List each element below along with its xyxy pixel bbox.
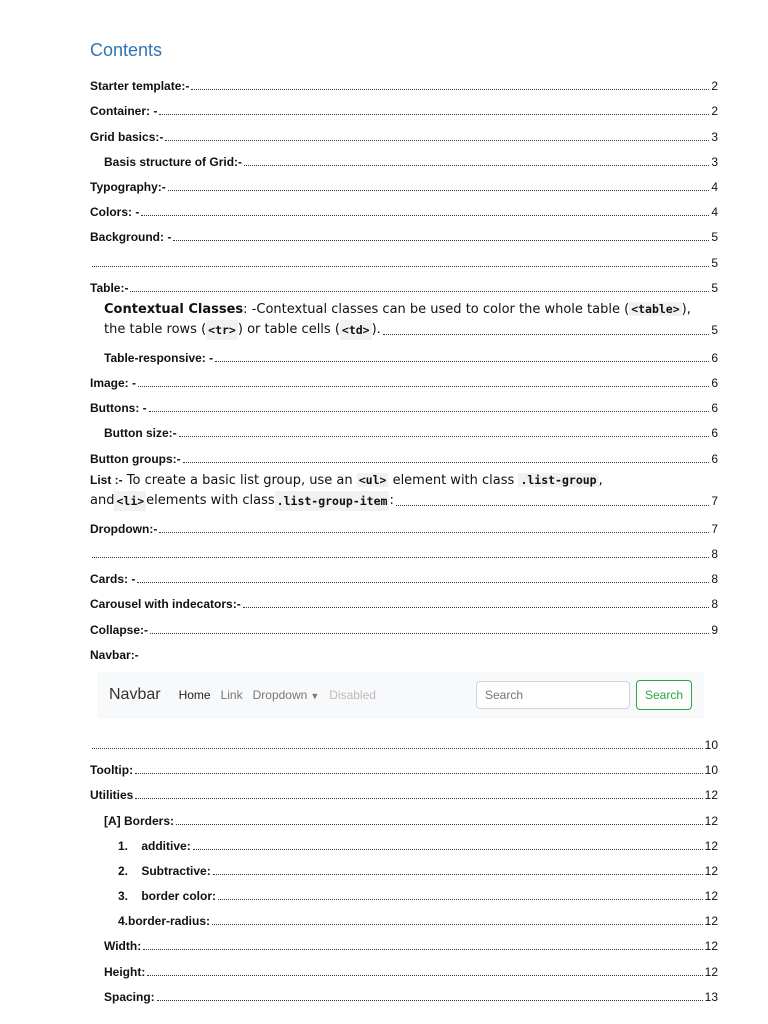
- leader-dots: [244, 164, 709, 166]
- leader-dots: [138, 385, 709, 387]
- page-number: 10: [704, 737, 718, 752]
- leader-dots: [165, 139, 709, 141]
- leader-dots: [218, 898, 703, 900]
- leader-dots: [157, 999, 703, 1001]
- page-number: 9: [711, 622, 718, 637]
- toc-entry[interactable]: [90, 727, 718, 752]
- toc-entry[interactable]: [90, 777, 718, 802]
- list-text-e: elements with class: [146, 492, 275, 508]
- page-number: 3: [711, 154, 718, 169]
- page-number: 12: [704, 889, 718, 904]
- page-number: 2: [711, 79, 718, 94]
- list-text-b: element with class: [388, 472, 519, 488]
- navbar-link-link[interactable]: Link: [220, 688, 243, 703]
- toc-entry[interactable]: [90, 169, 718, 194]
- navbar-heading: [90, 637, 718, 662]
- toc-entry-text: Tooltip:: [90, 763, 134, 778]
- code-td: <td>: [340, 320, 372, 340]
- toc-entry-text: 1. additive:: [118, 838, 191, 853]
- list-label: List :-: [90, 472, 123, 487]
- page-number: 12: [704, 863, 718, 878]
- leader-dots: [147, 974, 702, 976]
- toc-entry[interactable]: [90, 953, 718, 978]
- leader-dots: [92, 747, 703, 749]
- leader-dots: [191, 88, 709, 90]
- toc-entry[interactable]: [90, 144, 718, 169]
- page-number: 12: [704, 813, 718, 828]
- toc-entry[interactable]: [90, 586, 718, 611]
- page-number: 8: [711, 597, 718, 612]
- toc-entry[interactable]: [90, 903, 718, 928]
- toc-group-a: [90, 68, 718, 295]
- toc-entry[interactable]: [90, 828, 718, 853]
- toc-entry-text: Utilities: [90, 788, 134, 803]
- page-number: 13: [704, 989, 718, 1004]
- toc-entry-text: Basis structure of Grid:-: [104, 154, 243, 169]
- leader-dots: [176, 823, 703, 825]
- toc-entry[interactable]: [90, 440, 718, 465]
- toc-entry-text: Typography:-: [90, 179, 166, 194]
- page-number: 6: [711, 426, 718, 441]
- leader-dots: [135, 797, 702, 799]
- page-number: 6: [711, 376, 718, 391]
- navbar-heading-text: Navbar:-: [90, 647, 139, 662]
- page-number: 12: [704, 838, 718, 853]
- leader-dots: [212, 923, 703, 925]
- contextual-label: Contextual Classes: [104, 301, 244, 317]
- leader-dots: [383, 333, 709, 335]
- toc-entry[interactable]: [90, 511, 718, 536]
- list-text-a: To create a basic list group, use an: [122, 472, 357, 488]
- leader-dots: [143, 948, 702, 950]
- toc-group-c: [90, 511, 718, 637]
- page-number: 7: [711, 521, 718, 536]
- code-li: <li>: [114, 491, 146, 511]
- toc-entry-text: Table-responsive: -: [104, 350, 214, 365]
- page-number: 5: [711, 255, 718, 270]
- toc-entry-text: Collapse:-: [90, 622, 149, 637]
- page-number: 5: [711, 280, 718, 295]
- toc-entry-text: [A] Borders:: [104, 813, 175, 828]
- toc-entry[interactable]: [90, 536, 718, 561]
- code-list-group-item: .list-group-item: [275, 491, 390, 511]
- page-number: 8: [711, 572, 718, 587]
- page-number: 12: [704, 964, 718, 979]
- leader-dots: [130, 290, 709, 292]
- toc-entry[interactable]: [90, 194, 718, 219]
- toc-entry[interactable]: [90, 415, 718, 440]
- page-number: 6: [711, 451, 718, 466]
- page-number: 12: [704, 939, 718, 954]
- toc-entry-list[interactable]: [90, 466, 718, 511]
- page-number: 2: [711, 104, 718, 119]
- leader-dots: [150, 632, 709, 634]
- page-number: 4: [711, 179, 718, 194]
- navbar-demo: [97, 672, 704, 719]
- contextual-text-b: ),: [681, 301, 691, 317]
- toc-entry[interactable]: [90, 390, 718, 415]
- page-number: 4: [711, 205, 718, 220]
- toc-title: Contents: [90, 40, 163, 60]
- toc-entry[interactable]: [90, 928, 718, 953]
- navbar-search-button[interactable]: Search: [636, 680, 692, 710]
- toc-entry-text: 2. Subtractive:: [118, 863, 211, 878]
- contextual-text-d: ) or table cells (: [237, 321, 340, 337]
- toc-entry-text: Table:-: [90, 280, 129, 295]
- page-number: 6: [711, 350, 718, 365]
- toc-group-d: [90, 727, 718, 1004]
- page-number: 8: [711, 547, 718, 561]
- list-text-d: and: [90, 492, 115, 508]
- toc-entry-text: Carousel with indecators:-: [90, 597, 241, 612]
- toc-entry-text: Width:: [104, 939, 142, 954]
- toc-entry[interactable]: [90, 611, 718, 636]
- toc-group-b: [90, 340, 718, 466]
- toc-entry-text: Cards: -: [90, 572, 136, 587]
- toc-entry[interactable]: [90, 979, 718, 1004]
- leader-dots: [149, 410, 710, 412]
- navbar-link-home[interactable]: Home: [178, 688, 211, 703]
- page-number: 12: [704, 914, 718, 929]
- leader-dots: [141, 214, 709, 216]
- toc-entry[interactable]: [90, 802, 718, 827]
- toc-entry-text: Buttons: -: [90, 401, 147, 416]
- code-ul: <ul>: [358, 472, 387, 487]
- leader-dots: [173, 239, 709, 241]
- contextual-text-a: : -Contextual classes can be used to color the whole table (: [243, 301, 630, 317]
- toc-entry-text: Starter template:-: [90, 79, 190, 94]
- contextual-text-e: ).: [371, 321, 381, 337]
- toc-entry-text: Background: -: [90, 230, 172, 245]
- toc-entry-text: 3. border color:: [118, 889, 217, 904]
- toc-entry-text: Height:: [104, 964, 146, 979]
- toc-entry[interactable]: [90, 244, 718, 269]
- leader-dots: [92, 265, 709, 267]
- leader-dots: [92, 556, 709, 558]
- toc-entry-text: Button groups:-: [90, 451, 181, 466]
- page-number: 6: [711, 401, 718, 416]
- toc-entry[interactable]: [90, 561, 718, 586]
- leader-dots: [159, 113, 709, 115]
- toc-entry[interactable]: [90, 118, 718, 143]
- leader-dots: [179, 435, 710, 437]
- caret-down-icon: ▼: [310, 691, 320, 702]
- page-number: 12: [704, 788, 718, 803]
- leader-dots: [183, 461, 710, 463]
- toc-entry-text: 4.border-radius:: [118, 914, 211, 929]
- toc-entry[interactable]: [90, 752, 718, 777]
- list-text-c: ,: [598, 472, 603, 488]
- toc-entry[interactable]: [90, 68, 718, 93]
- toc-entry-text: Button size:-: [104, 426, 177, 441]
- leader-dots: [137, 581, 709, 583]
- toc-entry[interactable]: [90, 853, 718, 878]
- leader-dots: [159, 531, 709, 533]
- navbar-link-disabled: Disabled: [329, 688, 376, 703]
- page-number: 5: [711, 230, 718, 245]
- toc-entry-text: Container: -: [90, 104, 158, 119]
- leader-dots: [396, 504, 709, 506]
- toc-page: [90, 38, 718, 1004]
- navbar-search-input[interactable]: [476, 681, 630, 709]
- leader-dots: [168, 189, 710, 191]
- page-number: 7: [711, 493, 718, 508]
- page-number: 3: [711, 129, 718, 144]
- leader-dots: [243, 606, 710, 608]
- toc-entry[interactable]: [90, 93, 718, 118]
- leader-dots: [135, 772, 703, 774]
- toc-entry-contextual-classes[interactable]: [90, 295, 718, 340]
- navbar-dropdown-label: Dropdown: [252, 688, 308, 703]
- toc-entry[interactable]: [90, 219, 718, 244]
- toc-entry[interactable]: [90, 270, 718, 295]
- list-text-f: :: [389, 492, 394, 508]
- toc-entry-text: Colors: -: [90, 205, 140, 220]
- toc-entry[interactable]: [90, 340, 718, 365]
- leader-dots: [215, 360, 709, 362]
- toc-entry[interactable]: [90, 878, 718, 903]
- toc-entry-text: Image: -: [90, 376, 137, 391]
- navbar-dropdown[interactable]: [253, 688, 320, 702]
- code-table: <table>: [631, 301, 680, 316]
- code-list-group: .list-group: [520, 472, 597, 487]
- code-tr: <tr>: [206, 320, 238, 340]
- page-number: 10: [704, 763, 718, 778]
- toc-entry-text: Spacing:: [104, 989, 155, 1004]
- contextual-text-c: the table rows (: [104, 321, 207, 337]
- page-number: 5: [711, 322, 718, 337]
- toc-entry-text: Dropdown:-: [90, 521, 158, 536]
- toc-entry-text: Grid basics:-: [90, 129, 164, 144]
- toc-entry[interactable]: [90, 365, 718, 390]
- leader-dots: [193, 848, 703, 850]
- leader-dots: [213, 873, 703, 875]
- navbar-brand[interactable]: Navbar: [109, 686, 161, 704]
